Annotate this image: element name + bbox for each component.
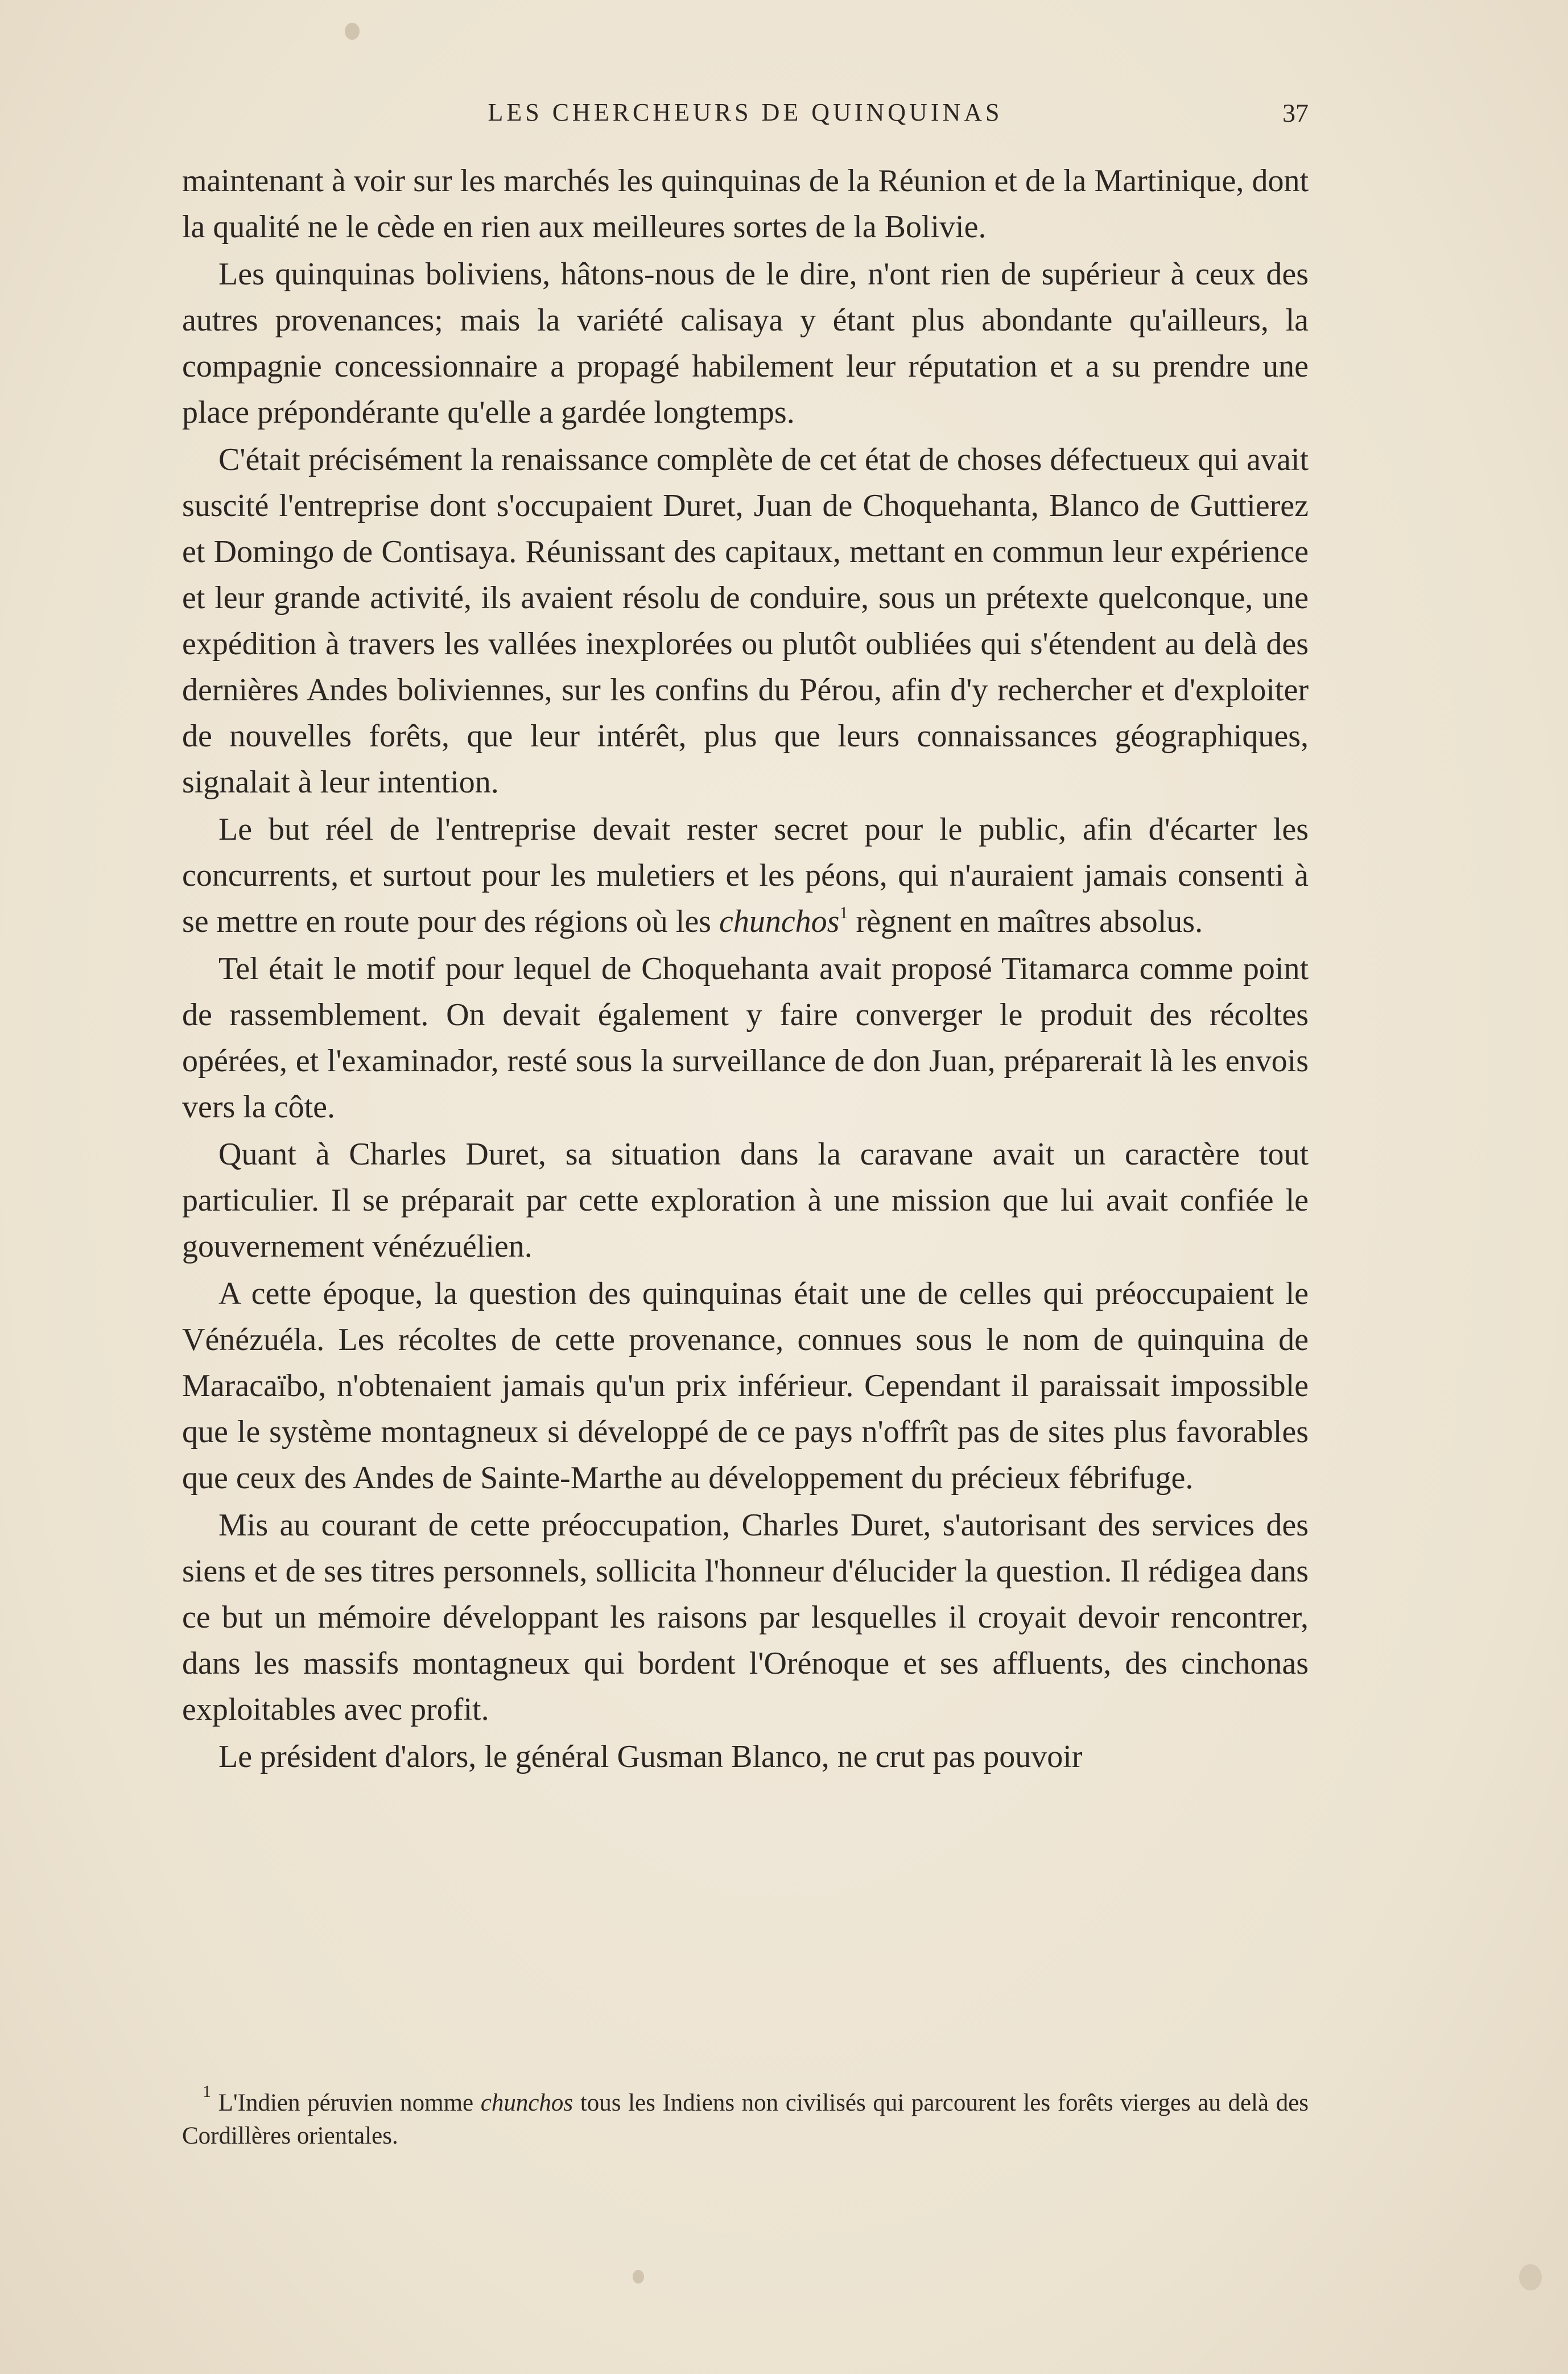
- paragraph-text: Le but réel de l'entreprise devait rester secret pour le public, afin d'écarter les concurrents, et surtout pour les muletiers et les péons, qui n'auraient jamais consenti à se mettre en route pour des régions où les: [182, 812, 1309, 939]
- footnote-text: L'Indien péruvien nomme: [218, 2090, 481, 2116]
- running-title: LES CHERCHEURS DE QUINQUINAS: [488, 98, 1003, 126]
- paragraph: Tel était le motif pour lequel de Choquehanta avait proposé Titamarca comme point de rassemblement. On devait également y faire converger le produit des récoltes opérées, et l'examinador, resté sous la surveillance de don Juan, préparerait là les envois vers la côte.: [182, 951, 1309, 1125]
- footnote-text: tous les Indiens non civilisés qui parcourent les forêts vierges au delà des Cordillères orientales.: [182, 2090, 1309, 2149]
- paragraph-text: règnent en maîtres absolus.: [848, 904, 1203, 939]
- paragraph: A cette époque, la question des quinquinas était une de celles qui préoccupaient le Vénézuéla. Les récoltes de cette provenance, connues sous le nom de quinquina de Maracaïbo, n'obtenaient jamais qu'un prix inférieur. Cependant il paraissait impossible que le système montagneux si développé de ce pays n'offrît pas de sites plus favorables que ceux des Andes de Sainte-Marthe au développement du précieux fébrifuge.: [182, 1276, 1309, 1496]
- footnote-reference: 1: [839, 903, 848, 922]
- paragraph: maintenant à voir sur les marchés les quinquinas de la Réunion et de la Martinique, dont la qualité ne le cède en rien aux meilleures sortes de la Bolivie.: [182, 163, 1309, 245]
- italic-term: chunchos: [719, 904, 840, 939]
- running-header: [182, 92, 1309, 138]
- footnote-italic-term: chunchos: [480, 2090, 573, 2116]
- paper-stain: [1519, 2264, 1542, 2290]
- body-text: [182, 158, 1309, 1780]
- paragraph: Les quinquinas boliviens, hâtons-nous de le dire, n'ont rien de supérieur à ceux des autres provenances; mais la variété calisaya y étant plus abondante qu'ailleurs, la compagnie concessionnaire a propagé habilement leur réputation et a su prendre une place prépondérante qu'elle a gardée longtemps.: [182, 257, 1309, 430]
- page-number: 37: [1282, 98, 1309, 127]
- paper-stain: [633, 2270, 644, 2284]
- paragraph: Le président d'alors, le général Gusman Blanco, ne crut pas pouvoir: [218, 1739, 1083, 1774]
- paragraph: C'était précisément la renaissance complète de cet état de choses défectueux qui avait suscité l'entreprise dont s'occupaient Duret, Juan de Choquehanta, Blanco de Guttierez et Domingo de Contisaya. Réunissant des capitaux, mettant en commun leur expérience et leur grande activité, ils avaient résolu de conduire, sous un prétexte quelconque, une expédition à travers les vallées inexplorées ou plutôt oubliées qui s'étendent au delà des dernières Andes boliviennes, sur les confins du Pérou, afin d'y rechercher et d'exploiter de nouvelles forêts, que leur intérêt, plus que leurs connaissances géographiques, signalait à leur intention.: [182, 442, 1309, 800]
- paper-stain: [345, 23, 360, 40]
- paragraph: Mis au courant de cette préoccupation, Charles Duret, s'autorisant des services des siens et de ses titres personnels, sollicita l'honneur d'élucider la question. Il rédigea dans ce but un mémoire développant les raisons par lesquelles il croyait devoir rencontrer, dans les massifs montagneux qui bordent l'Orénoque et ses affluents, des cinchonas exploitables avec profit.: [182, 1508, 1309, 1727]
- paragraph: [182, 807, 1309, 945]
- footnote: [182, 2082, 1309, 2153]
- paragraph: Quant à Charles Duret, sa situation dans la caravane avait un caractère tout particulier. Il se préparait par cette exploration à une mission que lui avait confiée le gouvernement vénézuélien.: [182, 1137, 1309, 1264]
- footnote-marker: 1: [203, 2082, 211, 2101]
